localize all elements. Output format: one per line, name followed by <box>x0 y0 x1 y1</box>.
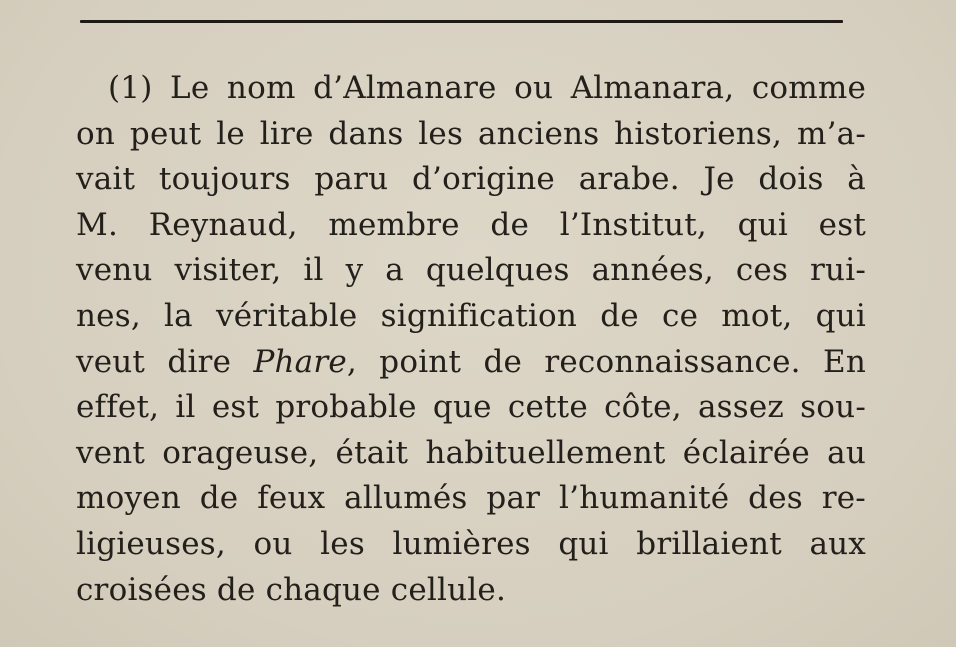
footnote-line: ligieuses, ou les lumières qui brillaient aux <box>76 525 866 562</box>
footnote-line: croisées de chaque cellule. <box>76 571 506 608</box>
footnote-line: (1) Le nom d’Almanare ou Almanara, comme <box>108 70 866 106</box>
footnote-line-with-italic <box>76 340 866 386</box>
footnote-line: nes, la véritable signification de ce mot, qui <box>76 297 866 334</box>
footnote-line: on peut le lire dans les anciens historiens, m’a- <box>76 115 866 152</box>
footnote-text <box>76 66 866 613</box>
italic-word-phare: Phare <box>253 343 347 380</box>
footnote-line: moyen de feux allumés par l’humanité des re- <box>76 480 866 517</box>
footnote-separator-rule <box>80 20 843 23</box>
footnote-line: vent orageuse, était habituellement éclairée au <box>76 434 866 471</box>
footnote-line-part: , point de reconnaissance. En <box>346 343 866 380</box>
footnote-line: venu visiter, il y a quelques années, ces rui- <box>76 252 866 289</box>
footnote-line: M. Reynaud, membre de l’Institut, qui est <box>76 206 866 243</box>
footnote-line-part: veut dire <box>76 343 254 380</box>
footnote-line: vait toujours paru d’origine arabe. Je dois à <box>76 161 866 198</box>
footnote-line: effet, il est probable que cette côte, assez sou- <box>76 389 866 426</box>
